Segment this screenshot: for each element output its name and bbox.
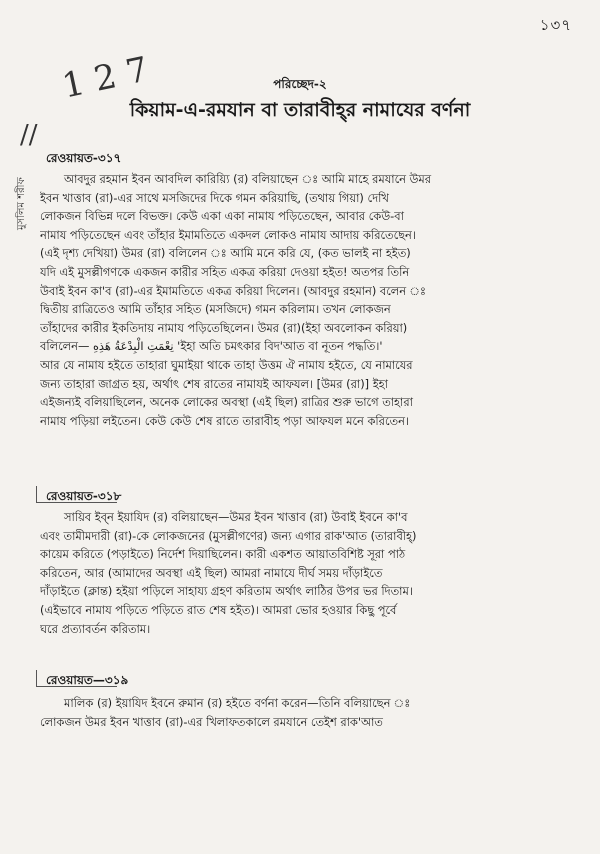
text-line: নামায পড়িয়া লইতেন। কেউ কেউ শেষ রাতে তারাবীহ পড়া আফযল মনে করিতেন। — [40, 413, 409, 428]
text-line: জন্য তাহারা জাগ্রত হয়, অর্থাৎ শেষ রাতের নামাযই আফযল। [উমর (রা)] ইহা — [40, 376, 388, 391]
text-line: এইজন্যই বলিয়াছিলেন, অনেক লোকের অবস্থা (এই ছিল) রাত্রির শুরু ভাগে তাহারা — [40, 395, 413, 410]
chapter-label: পরিচ্ছেদ-২ — [273, 77, 327, 91]
section-body-319 — [40, 694, 568, 731]
text-line: যদি এই মুসল্লীগণকে একজন কারীর সহিত একত্র করিয়া দেওয়া হইত! অতপর তিনি — [40, 264, 410, 279]
text-line: করিতেন, আর (আমাদের অবস্থা এই ছিল) আমরা নামাযে দীর্ঘ সময় দাঁড়াইতে — [40, 565, 383, 580]
text-line: ঘরে প্রত্যাবর্তন করিতাম। — [40, 621, 151, 636]
section-heading-319: রেওয়ায়ত—৩১৯ — [46, 673, 129, 687]
text-line: নামায পড়িতেছেন এবং তাঁহার ইমামতিতে একদল লোকও নামায আদায় করিতেছেন। — [40, 227, 416, 242]
page-title: কিয়াম-এ-রমযান বা তারাবীহ্‌র নামাযের বর্ণনা — [129, 99, 471, 121]
section-body-317 — [40, 170, 568, 430]
text-line: বলিলেন— نِعْمَتِ الْبِدْعَةُ هَذِهِ 'ইহা অতি চমৎকার বিদ'আত বা নূতন পদ্ধতি।' — [40, 339, 383, 354]
text-line: কায়েম করিতে (পড়াইতে) নির্দেশ দিয়াছিলেন। কারী একশত আয়াতবিশিষ্ট সূরা পাঠ — [40, 547, 406, 562]
text-line: তাঁহাদের কারীর ইকতিদায় নামায পড়িতেছিলেন। উমর (রা)(ইহা অবলোকন করিয়া) — [40, 320, 408, 335]
text-line: মালিক (র) ইয়াযিদ ইবনে রুমান (র) হইতে বর্ণনা করেন—তিনি বলিয়াছেন ঃ — [64, 696, 411, 710]
text-line: ইবন খাত্তাব (রা)-এর সাথে মসজিদের দিকে গমন করিয়াছি, (তথায় গিয়া) দেখি — [40, 190, 389, 205]
text-line: দাঁড়াইতে (ক্লান্ত) হইয়া পড়িলে সাহায্য গ্রহণ করিতাম অর্থাৎ লাঠির উপর ভর দিতাম। — [40, 584, 413, 599]
text-line: (এই দৃশ্য দেখিয়া) উমর (রা) বলিলেন ঃ আমি মনে করি যে, (কত ভালই না হইত) — [40, 246, 411, 261]
text-line: দ্বিতীয় রাত্রিতেও আমি তাঁহার সহিত (মসজিদে) গমন করিলাম। তখন লোকজন — [40, 302, 391, 317]
handwritten-margin-note: মুসলিম শরীফ — [16, 177, 27, 230]
text-line: আবদুর রহমান ইবন আবদিল কারিয়্যি (র) বলিয়াছেন ঃ আমি মাহে রমযানে উমর — [64, 172, 432, 186]
section-body-318 — [40, 508, 568, 638]
page-number: ১৩৭ — [539, 16, 572, 34]
text-line: (এইভাবে নামায পড়িতে পড়িতে রাত শেষ হইত)। আমরা ভোর হওয়ার কিছু পূর্বে — [40, 602, 397, 617]
section-heading-318: রেওয়ায়ত-৩১৮ — [46, 489, 122, 503]
text-line: সায়িব ইব্‌ন ইয়াযিদ (র) বলিয়াছেন—উমর ইবন খাত্তাব (রা) উবাই ইবনে কা'ব — [64, 510, 408, 524]
text-line: এবং তামীমদারী (রা)-কে লোকজনের (মুসল্লীগণের) জন্য এগার রাক'আত (তারাবীহ্‌) — [40, 528, 417, 543]
handwritten-slash: // — [20, 120, 38, 150]
text-line: আর যে নামায হইতে তাহারা ঘুমাইয়া থাকে তাহা উত্তম ঐ নামায হইতে, যে নামাযের — [40, 357, 413, 372]
text-line: উবাই ইবন কা'ব (রা)-এর ইমামতিতে একত্র করিয়া দিলেন। (আবদুর রহমান) বলেন ঃ — [40, 283, 426, 298]
handwritten-mark: 1 2 7 — [58, 49, 152, 107]
section-heading-317: রেওয়ায়ত-৩১৭ — [46, 151, 122, 165]
text-line: লোকজন উমর ইবন খাত্তাব (রা)-এর খিলাফতকালে রমযানে তেইশ রাক'আত — [40, 714, 383, 729]
text-line: লোকজন বিভিন্ন দলে বিভক্ত। কেউ একা একা নামায পড়িতেছেন, আবার কেউ-বা — [40, 209, 404, 224]
